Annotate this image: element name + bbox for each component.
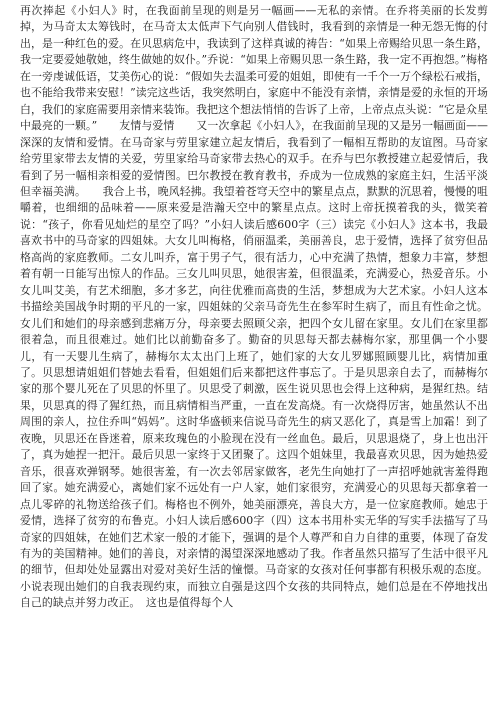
body-paragraph: 再次捧起《小妇人》时，在我面前呈现的则是另一幅画——无私的亲情。在乔将美丽的长发剪掉，为马奇太太筹钱时，在马奇太太低声下气向别人借钱时，我看到的亲情是一种无怨无悔的付出，是一种红色的爱。在贝思病危中，我读到了这样真诚的祷告：“如果上帝赐给贝思一条生路，我一定要爱她敬她，终生做她的奴仆。”乔说：“如果上帝赐贝思一条生路，我一定不再抱怨。”梅格在一旁虔诚低语，艾美伤心的说：“假如失去温柔可爱的姐姐，即使有一千个一万个绿松石戒指，也不能给我带来安慰！”读完这些话，我突然明白，家庭中不能没有亲情，亲情是爱的永恒的开场白，我们的家庭需要用亲情来装饰。我把这个想法悄悄的告诉了上帝，上帝点点头说：“它是众星中最亮的一颗。” 友情与爱情 又一次拿起《小妇人》，在我面前呈现的又是另一幅画面——深深的友情和爱情。在马奇家与劳里家建立起友情后，我看到了一幅相互帮助的友谊图。马奇家给劳里家带去友情的关爱，劳里家给马奇家带去热心的双手。在乔与巴尔教授建立起爱情后，我看到了另一幅相亲相爱的爱情图。巴尔教授在教育教书，乔成为一位成熟的家庭主妇，生活平淡但幸福美满。 我合上书，晚风轻拂。我望着苍穹天空中的繁星点点，默默的沉思着，慢慢的咀嚼着，也细细的品味着——原来爱是浩瀚天空中的繁星点点。这时上帝抚摸着我的头，微笑着说：“孩子，你看见灿烂的星空了吗？”小妇人读后感600字（三）读完《小妇人》这本书，我最喜欢书中的马奇家的四姐妹。大女儿叫梅格，俏丽温柔，美丽善良，忠于爱情，选择了贫穷但品格高尚的家庭教师。二女儿叫乔，富于男子气，很有活力，心中充满了热情，想象力丰富，梦想着有朝一日能写出惊人的作品。三女儿叫贝思，她很害羞，但很温柔，充满爱心，热爱音乐。小女儿叫艾美，有艺术细胞，多才多艺，向往优雅而高贵的生活，梦想成为大艺术家。小妇人这本书描绘美国战争时期的平凡的一家，四姐妹的父亲马奇先生在参军时生病了，而且有性命之忧。女儿们和她们的母亲感到悲痛万分，母亲要去照顾父亲，把四个女儿留在家里。女儿们在家里都很着急，而且很难过。她们比以前勤奋多了。勤奋的贝思每天都去赫梅尔家，那里偶一个小婴儿，有一天婴儿生病了，赫梅尔太太出门上班了，她们家的大女儿罗娜照顾婴儿比，病情加重了。贝思想请姐姐们替她去看看，但姐姐们后来都把这件事忘了。于是贝思亲自去了，而赫梅尔家的那个婴儿死在了贝思的怀里了。贝思受了刺激，医生说贝思也会得上这种病，是猩红热。结果，贝思真的得了猩红热，而且病情相当严重，一直在发高烧。有一次烧得厉害，她虽然认不出周围的亲人，拉住乔叫“妈妈”。这时华盛顿来信说马奇先生的病又恶化了，真是雪上加霜！到了夜晚，贝思还在昏迷着，原来玫瑰色的小脸现在没有一丝血色。最后，贝思退烧了，身上也出汗了，真为她捏一把汗。最后贝思一家终于又团聚了。这四个姐妹里，我最喜欢贝思，因为她热爱音乐，很喜欢弹钢琴。她很害羞，有一次去邻居家做客，老先生向她打了一声招呼她就害羞得跑回了家。她充满爱心，离她们家不远处有一户人家，她们家很穷，充满爱心的贝思每天都拿着一点儿零碎的礼物送给孩子们。梅格也不例外，她美丽漂亮，善良大方，是一位家庭教师。她忠于爱情，选择了贫穷的布鲁克。小妇人读后感600字（四）这本书用朴实无华的写实手法描写了马奇家的四姐妹，在她们艺术家一般的才能下，强调的是个人尊严和自力自律的重要，体现了奋发有为的美国精神。她们的善良，对亲情的渴望深深地感动了我。作者虽然只描写了生活中很平凡的细节，但却处处显露出对爱对美好生活的憧憬。马奇家的女孩对任何事都有积极乐观的态度。小说表现出她们的自我表现约束，而独立自强是这四个女孩的共同特点，她们总是在不停地找出自己的缺点并努力改正。 这也是值得每个人 [20, 4, 488, 610]
